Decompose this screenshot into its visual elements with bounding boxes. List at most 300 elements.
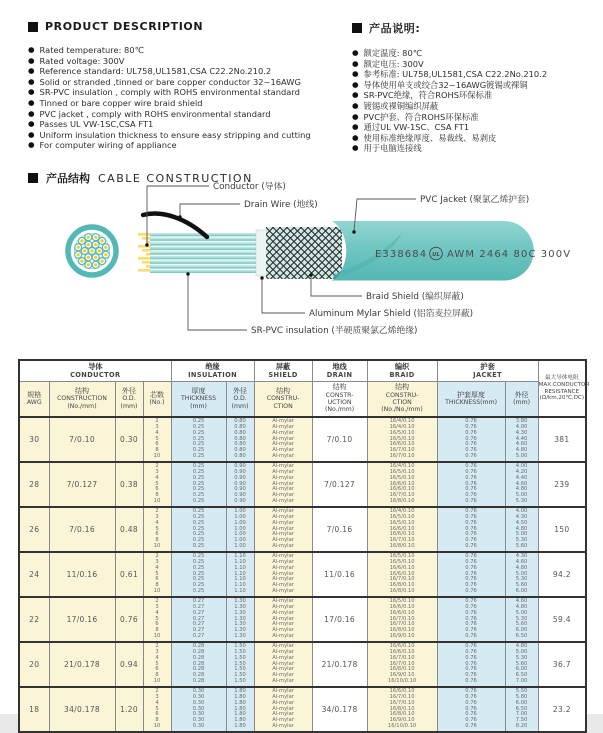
bullet-text: 镀锡或裸铜编织屏蔽 (363, 100, 439, 111)
stack-value: 2 (155, 462, 159, 469)
header-line: CTION (392, 399, 412, 406)
stack-value: Al-mylar (272, 582, 294, 589)
conductor-core-dot (94, 243, 97, 246)
stack-value: Al-mylar (272, 531, 294, 538)
stack-value: 0.76 (465, 609, 477, 616)
stack-value: Al-mylar (272, 654, 294, 661)
stack-value: 0.90 (234, 492, 246, 499)
insulated-wires (150, 233, 270, 273)
stack-value: 16/5/0.10 (389, 558, 415, 565)
header-line: UCTION (327, 399, 352, 406)
stack-value: 16/6/0.10 (389, 525, 415, 532)
stack-value: 4.80 (515, 642, 528, 649)
stack-value: 16/9/0.10 (389, 672, 415, 679)
header-line: 最大导体电阻 (545, 375, 579, 382)
header-line: AWG (26, 399, 42, 406)
stack-value: 5 (155, 615, 159, 622)
stack-value: 8 (155, 447, 159, 454)
stack-value: 0.76 (465, 525, 477, 532)
stack-value: 0.80 (234, 435, 246, 442)
bullet-item (28, 56, 340, 67)
stack-value: Al-mylar (272, 723, 294, 730)
stack-value: 0.76 (465, 603, 477, 610)
stack-value: 0.76 (465, 519, 477, 526)
stack-value: 0.76 (465, 576, 477, 583)
bullet-text: Solid or stranded ,tinned or bare copper conductor 32~16AWG (39, 76, 301, 87)
cell-awg (19, 597, 49, 642)
cell-shield (254, 642, 312, 687)
stack-value: 0.76 (465, 531, 477, 538)
stack-value: Al-mylar (272, 609, 294, 616)
bullet-text: Tinned or bare copper wire braid shield (39, 97, 203, 108)
cell-braid (367, 642, 437, 687)
stack-value: 0.28 (192, 648, 205, 655)
stack-value: 5 (155, 705, 159, 712)
stack-value: 8 (155, 627, 159, 634)
group-label-en: DRAIN (326, 371, 353, 379)
stack-value: 16/5/0.10 (389, 474, 415, 481)
bullet-text: 导体使用单支或绞合32~16AWG镀锡或裸铜 (363, 79, 528, 90)
stack-value: 1.10 (234, 576, 246, 583)
bullet-item (28, 45, 340, 56)
stack-value: 0.27 (192, 603, 205, 610)
cell-ins_od (226, 642, 254, 687)
stack-value: 0.30 (192, 699, 205, 706)
label-conductor: Conductor (导体) (213, 182, 286, 192)
conductor-core-dot (80, 260, 83, 263)
cell-value: 28 (29, 480, 40, 489)
stack-value: 0.80 (234, 429, 246, 436)
cell-ins_thickness (171, 597, 226, 642)
stack-value: 0.76 (465, 507, 477, 514)
stack-value: 6 (155, 576, 159, 583)
stack-value: 1.00 (234, 519, 246, 526)
label-pvc-jacket: PVC Jacket (聚氯乙烯护套) (420, 195, 530, 205)
cell-jacket_thickness (437, 642, 505, 687)
label-braid-shield: Braid Shield (编织屏蔽) (366, 292, 464, 302)
cell-value: 30 (29, 435, 40, 444)
stack-value: 4 (155, 429, 159, 436)
cell-od (115, 417, 143, 462)
conductor-core-dot (90, 249, 93, 252)
stack-value: 1.10 (234, 570, 246, 577)
stack-value: 5.00 (515, 570, 528, 577)
stack-value: Al-mylar (272, 693, 294, 700)
stack-value: 0.28 (192, 660, 205, 667)
cell-value: 18 (29, 705, 40, 714)
stack-value: Al-mylar (272, 660, 294, 667)
stack-value: 1.50 (234, 678, 246, 685)
cell-construction (49, 507, 115, 552)
cell-ins_thickness (171, 507, 226, 552)
stack-value: 0.25 (192, 453, 205, 460)
stack-value: Al-mylar (272, 672, 294, 679)
stack-value: 0.76 (465, 429, 477, 436)
stack-value: 0.25 (192, 429, 205, 436)
stack-value: 0.76 (465, 693, 477, 700)
cell-jacket_thickness (437, 462, 505, 507)
bullet-text: Reference standard: UL758,UL1581,CSA C22.2No.210.2 (39, 66, 272, 77)
cell-ins_od (226, 507, 254, 552)
stack-value: Al-mylar (272, 666, 294, 673)
cell-cores (143, 597, 171, 642)
cable-construction-title-cn: 产品结构 (46, 172, 90, 185)
stack-value: 0.76 (465, 513, 477, 520)
stack-value: 4.80 (515, 603, 528, 610)
cell-drain (312, 597, 367, 642)
bullet-item (352, 122, 598, 133)
ul-mark-text: UL (432, 251, 440, 258)
header-line: RESISTANCE (544, 388, 580, 395)
bullet-item (352, 112, 598, 123)
stack-value: 2 (155, 417, 159, 424)
stack-value: Al-mylar (272, 417, 294, 424)
stack-value: 1.10 (234, 582, 246, 589)
column-header-resistance (538, 360, 590, 417)
stack-value: 0.25 (192, 576, 205, 583)
cell-construction (49, 462, 115, 507)
stack-value: Al-mylar (272, 498, 294, 505)
conductor-core-dot (87, 256, 90, 259)
bullet-icon: ● (28, 140, 35, 150)
group-header (171, 360, 254, 382)
stack-value: 16/8/0.10 (389, 588, 415, 595)
cell-value: 17/0.16 (324, 615, 355, 624)
stack-value: Al-mylar (272, 537, 294, 544)
header-line: THICKNESS(mm) (445, 399, 498, 406)
cell-shield (254, 597, 312, 642)
bullet-item (28, 77, 340, 88)
bullet-item (28, 140, 340, 151)
product-description-list (28, 45, 340, 151)
stack-value: 4.80 (515, 447, 528, 454)
product-description-cn-section (352, 20, 598, 154)
stack-value: 0.25 (192, 582, 205, 589)
cell-jacket_od (505, 597, 538, 642)
section-marker-icon (28, 22, 38, 32)
stack-value: 5 (155, 480, 159, 487)
stack-value: 1.10 (234, 552, 246, 559)
cell-ins_od (226, 417, 254, 462)
stack-value: Al-mylar (272, 576, 294, 583)
table-row (19, 462, 586, 507)
stack-value: 0.25 (192, 498, 205, 505)
stack-value: 4 (155, 519, 159, 526)
cell-value: 21/0.178 (64, 660, 100, 669)
stack-value: 10 (153, 453, 161, 460)
stack-value: 0.25 (192, 552, 205, 559)
stack-value: 7.00 (515, 678, 528, 685)
stack-value: 1.80 (234, 693, 246, 700)
cell-shield (254, 552, 312, 597)
stack-value: 0.76 (465, 543, 477, 550)
header-line: (No./mm) (324, 406, 355, 414)
stack-value: 5.30 (515, 537, 528, 544)
stack-value: 0.76 (465, 462, 477, 469)
conductor-core-dot (94, 263, 97, 266)
header-line: O.D. (122, 395, 136, 403)
group-header (19, 360, 171, 382)
stack-value: 4.00 (515, 507, 528, 514)
stack-value: 16/8/0.10 (389, 627, 415, 634)
stack-value: 4.30 (515, 552, 528, 559)
stack-value: 0.25 (192, 588, 205, 595)
stack-value: 6.00 (515, 666, 528, 673)
stack-value: 0.27 (192, 597, 205, 604)
header-line: (Ω/km,20℃,DC) (539, 395, 585, 402)
cell-shield (254, 417, 312, 462)
stack-value: 0.90 (234, 474, 246, 481)
stack-value: 4.80 (515, 564, 528, 571)
cell-value: 381 (554, 435, 570, 444)
stack-value: 5.50 (515, 687, 528, 694)
cell-value: 21/0.178 (321, 660, 358, 669)
conductor-core-dot (77, 253, 80, 256)
header-line: 外径 (122, 386, 136, 395)
cell-cores (143, 507, 171, 552)
stack-value: 1.10 (234, 588, 246, 595)
stack-value: Al-mylar (272, 711, 294, 718)
bullet-text: 用于电脑连接线 (363, 143, 422, 154)
cell-construction (49, 417, 115, 462)
header-line: 外径 (514, 390, 529, 399)
stack-value: 1.80 (234, 717, 246, 724)
cell-od (115, 597, 143, 642)
bullet-icon: ● (28, 87, 35, 97)
cell-value: 0.76 (120, 615, 138, 624)
cell-value: 7/0.10 (326, 435, 353, 444)
bullet-text: 额定温度: 80℃ (363, 48, 423, 58)
stack-value: 0.76 (465, 453, 477, 460)
stack-value: 16/10/0.10 (387, 678, 417, 685)
bullet-item (28, 87, 340, 98)
jacket-print-rating: AWM 2464 80C 300V (447, 249, 572, 260)
label-sr-pvc: SR-PVC insulation (半硬质聚氯乙烯绝缘) (251, 326, 418, 336)
stack-value: 16/7/0.10 (389, 537, 415, 544)
header-line: THICKNESS (181, 395, 217, 403)
stack-value: 0.76 (465, 480, 477, 487)
stack-value: 5 (155, 570, 159, 577)
cell-od (115, 642, 143, 687)
section-marker-icon (352, 23, 362, 33)
bullet-icon: ● (352, 90, 359, 100)
header-line: (mm) (231, 402, 249, 410)
header-line: CTION (273, 402, 293, 410)
stack-value: Al-mylar (272, 486, 294, 493)
stack-value: 16/6/0.10 (389, 687, 415, 694)
cell-awg (19, 552, 49, 597)
header-line: O.D. (233, 395, 247, 403)
header-line: 结构 (75, 386, 89, 395)
stack-value: 16/7/0.10 (389, 660, 415, 667)
stack-value: 0.28 (192, 642, 205, 649)
cell-drain (312, 417, 367, 462)
bullet-icon: ● (28, 76, 35, 86)
stack-value: 6.00 (515, 627, 528, 634)
stack-value: 0.25 (192, 492, 205, 499)
stack-value: 1.80 (234, 711, 246, 718)
stack-value: 1.50 (234, 660, 246, 667)
stack-value: 10 (153, 588, 161, 595)
stack-value: 0.80 (234, 441, 246, 448)
stack-value: 2 (155, 687, 159, 694)
cell-cores (143, 642, 171, 687)
stack-value: Al-mylar (272, 480, 294, 487)
stack-value: 2 (155, 552, 159, 559)
stack-value: Al-mylar (272, 597, 294, 604)
bullet-item (352, 90, 598, 101)
group-label-cn: 导体 (88, 362, 103, 371)
stack-value: Al-mylar (272, 633, 294, 640)
stack-value: 4.60 (515, 441, 528, 448)
header-line: 芯数 (150, 390, 165, 399)
stack-value: 0.90 (234, 486, 246, 493)
bullet-item (352, 143, 598, 154)
stack-value: 0.30 (192, 687, 205, 694)
cell-cores (143, 552, 171, 597)
stack-value: Al-mylar (272, 453, 294, 460)
cell-resistance (538, 507, 586, 552)
stack-value: 1.00 (234, 513, 246, 520)
stack-value: 5 (155, 660, 159, 667)
stack-value: 5.00 (515, 453, 528, 460)
stack-value: 0.76 (465, 660, 477, 667)
stack-value: 1.30 (234, 627, 246, 634)
stack-value: 10 (153, 543, 161, 550)
stack-value: 1.00 (234, 507, 246, 514)
bullet-text: 参考标准: UL758,UL1581,CSA C22.2No.210.2 (363, 69, 548, 80)
stack-value: 0.76 (465, 435, 477, 442)
column-header-od (115, 382, 143, 418)
cell-braid (367, 687, 437, 732)
stack-value: 16/6/0.10 (389, 570, 415, 577)
header-line: 结构 (332, 383, 347, 392)
stack-value: 6.00 (515, 699, 528, 706)
group-label-cn: 地线 (332, 362, 347, 371)
conductor-core-dot (87, 263, 90, 266)
stack-value: Al-mylar (272, 513, 294, 520)
cable-construction-title-row (28, 170, 253, 186)
column-header-awg (19, 382, 49, 418)
cell-drain (312, 462, 367, 507)
stack-value: 16/6/0.10 (389, 603, 415, 610)
column-header-drain (312, 382, 367, 418)
cell-value: 23.2 (552, 705, 571, 714)
product-description-cn-title-row (352, 20, 598, 36)
stack-value: 16/7/0.10 (389, 654, 415, 661)
header-line: (mm) (513, 399, 531, 406)
stack-value: 16/5/0.10 (389, 597, 415, 604)
stack-value: 16/7/0.10 (389, 453, 415, 460)
stack-value: 0.76 (465, 711, 477, 718)
stack-value: 16/7/0.10 (389, 492, 415, 499)
cell-shield (254, 687, 312, 732)
stack-value: 3.80 (515, 417, 528, 424)
bullet-text: 使用标准绝缘厚度、易裁线、易剥皮 (363, 132, 497, 143)
stack-value: Al-mylar (272, 558, 294, 565)
header-line: (mm) (190, 402, 207, 410)
stack-value: 4.30 (515, 429, 528, 436)
stack-value: 6 (155, 441, 159, 448)
stack-value: 0.28 (192, 654, 205, 661)
cell-awg (19, 462, 49, 507)
cell-awg (19, 642, 49, 687)
table-row (19, 552, 586, 597)
stack-value: 3 (155, 468, 159, 475)
product-description-title-row (28, 20, 340, 33)
cell-resistance (538, 462, 586, 507)
stack-value: 0.76 (465, 621, 477, 628)
stack-value: Al-mylar (272, 492, 294, 499)
stack-value: 16/8/0.10 (389, 666, 415, 673)
cell-value: 7/0.16 (69, 525, 95, 534)
stack-value: 16/8/0.10 (389, 498, 415, 505)
column-header-shield (254, 382, 312, 418)
stack-value: 16/7/0.10 (389, 621, 415, 628)
stack-value: 5.30 (515, 576, 528, 583)
cell-value: 150 (554, 525, 570, 534)
cell-ins_thickness (171, 642, 226, 687)
bullet-icon: ● (28, 129, 35, 139)
stack-value: 8 (155, 672, 159, 679)
stack-value: 5 (155, 525, 159, 532)
stack-value: 0.76 (465, 666, 477, 673)
stack-value: 1.80 (234, 705, 246, 712)
stack-value: 16/6/0.10 (389, 441, 415, 448)
table-body (19, 417, 586, 732)
bullet-icon: ● (28, 119, 35, 129)
bullet-text: PVC护套、符合ROHS环保标准 (363, 111, 479, 122)
stack-value: 5.30 (515, 654, 528, 661)
cell-drain (312, 507, 367, 552)
stack-value: Al-mylar (272, 687, 294, 694)
group-label-en: BRAID (389, 371, 415, 379)
stack-value: 0.25 (192, 543, 205, 550)
table-subheader-row (19, 382, 586, 418)
stack-value: 7.50 (515, 717, 528, 724)
cell-value: 59.4 (552, 615, 571, 624)
stack-value: 4 (155, 564, 159, 571)
braid-shield (266, 227, 342, 279)
conductor-core-dot (101, 260, 104, 263)
stack-value: 16/4/0.10 (389, 462, 415, 469)
cell-drain (312, 552, 367, 597)
stack-value: 0.76 (465, 672, 477, 679)
bullet-icon: ● (352, 100, 359, 110)
stack-value: 0.76 (465, 423, 477, 430)
stack-value: 16/6/0.10 (389, 648, 415, 655)
label-drain-wire: Drain Wire (地线) (244, 200, 318, 210)
stack-value: Al-mylar (272, 627, 294, 634)
stack-value: 0.90 (234, 468, 246, 475)
table-group-row (19, 360, 586, 382)
cell-resistance (538, 687, 586, 732)
stack-value: 0.76 (465, 570, 477, 577)
stack-value: 0.76 (465, 558, 477, 565)
stack-value: 0.76 (465, 564, 477, 571)
stack-value: 0.25 (192, 513, 205, 520)
stack-value: 16/8/0.10 (389, 543, 415, 550)
group-label-cn: 编织 (394, 362, 410, 371)
stack-value: 0.25 (192, 423, 205, 430)
stack-value: 3 (155, 603, 159, 610)
cell-ins_od (226, 552, 254, 597)
bullet-icon: ● (352, 122, 359, 132)
stack-value: 4.50 (515, 519, 528, 526)
cross-section-conductors (75, 234, 110, 269)
stack-value: 0.25 (192, 519, 205, 526)
table-row (19, 417, 586, 462)
